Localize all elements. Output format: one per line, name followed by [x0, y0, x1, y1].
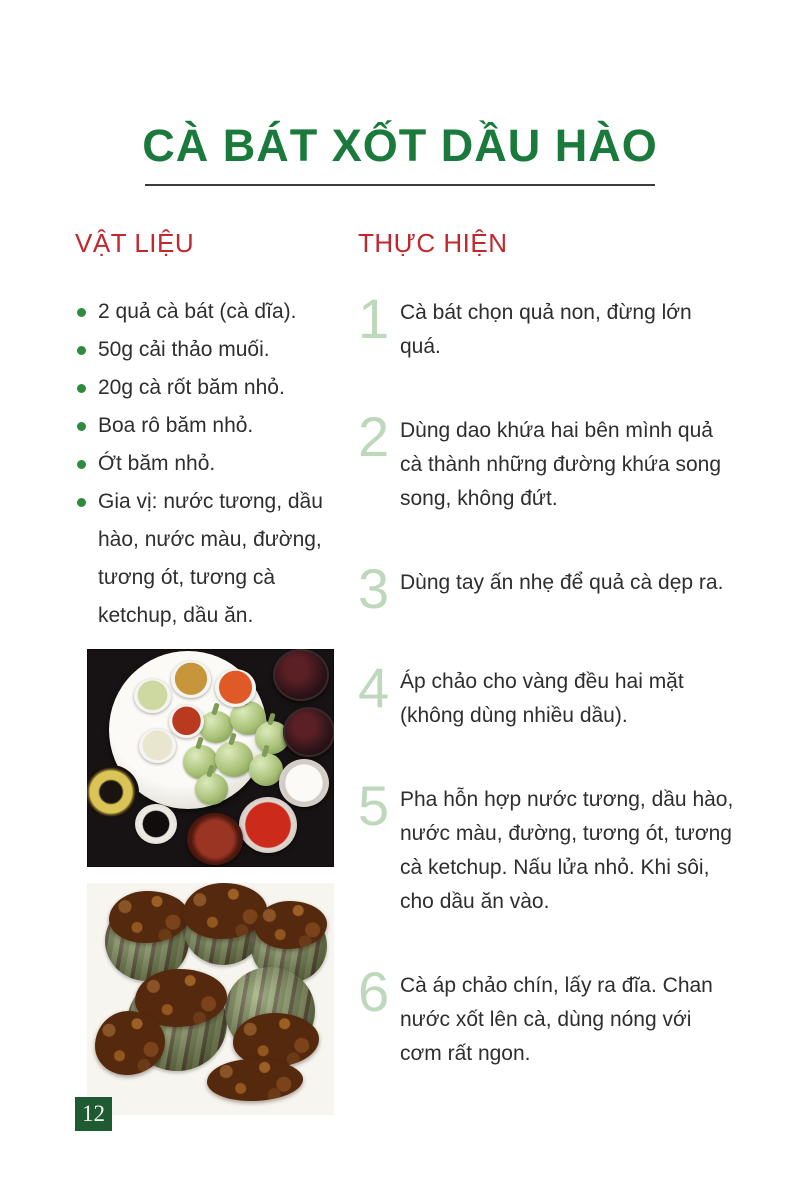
ingredient-text: 2 quả cà bát (cà dĩa). — [98, 300, 297, 323]
ingredient-item — [75, 445, 343, 483]
dark-sauce-bowl — [135, 804, 177, 844]
sauce-puddle — [207, 1059, 303, 1101]
section-steps — [358, 228, 760, 1118]
ingredients-list — [75, 293, 343, 635]
sugar-bowl — [279, 759, 329, 807]
step-number: 5 — [358, 774, 388, 837]
section-ingredients — [75, 228, 343, 1115]
step-text: Dùng dao khứa hai bên mình quả cà thành những đường khứa song song, không đứt. — [400, 419, 721, 510]
step-number: 2 — [358, 405, 388, 468]
step-text: Áp chảo cho vàng đều hai mặt (không dùng nhiều dầu). — [400, 670, 684, 727]
page-number: 12 — [82, 1101, 105, 1126]
step-number: 1 — [358, 287, 388, 350]
chili-sauce-bowl — [169, 705, 204, 738]
ingredient-text: Boa rô băm nhỏ. — [98, 414, 254, 437]
ingredient-item — [75, 331, 343, 369]
ingredients-header: VẬT LIỆU — [75, 228, 195, 258]
step-item — [358, 774, 760, 919]
page-number-badge — [75, 1097, 112, 1131]
soy-sauce-bowl — [273, 649, 329, 701]
step-item — [358, 960, 760, 1071]
step-number: 4 — [358, 656, 388, 719]
eggplant — [195, 773, 228, 805]
eggplant — [215, 741, 253, 777]
oil-dish — [87, 765, 139, 819]
minced-garlic-bowl — [139, 729, 176, 763]
ingredient-text: Ớt băm nhỏ. — [98, 452, 216, 475]
minced-cabbage-bowl — [171, 661, 211, 698]
finished-dish-photo — [87, 883, 334, 1115]
oyster-sauce-bowl — [283, 707, 334, 757]
step-text: Cà áp chảo chín, lấy ra đĩa. Chan nước xốt lên cà, dùng nóng với cơm rất ngon. — [400, 974, 713, 1065]
step-text: Dùng tay ấn nhẹ để quả cà dẹp ra. — [400, 571, 724, 594]
ingredient-item — [75, 293, 343, 331]
ingredient-text: 20g cà rốt băm nhỏ. — [98, 376, 285, 399]
bullet-icon — [77, 498, 86, 507]
eggplant — [249, 753, 283, 786]
step-text: Cà bát chọn quả non, đừng lớn quá. — [400, 301, 692, 358]
bullet-icon — [77, 460, 86, 469]
step-item — [358, 287, 760, 364]
tomato-sauce-bowl — [187, 813, 243, 865]
ingredient-item — [75, 483, 343, 635]
bullet-icon — [77, 346, 86, 355]
minced-carrot-bowl — [215, 669, 256, 707]
step-number: 6 — [358, 960, 388, 1023]
ingredient-item — [75, 407, 343, 445]
step-item — [358, 405, 760, 516]
title-underline — [145, 184, 655, 186]
ingredient-text: Gia vị: nước tương, dầu hào, nước màu, đường, tương ót, tương cà ketchup, dầu ăn. — [98, 490, 323, 627]
step-text: Pha hỗn hợp nước tương, dầu hào, nước màu, đường, tương ót, tương cà ketchup. Nấu lửa nhỏ. Khi sôi, cho dầu ăn vào. — [400, 788, 734, 913]
step-item — [358, 656, 760, 733]
step-item — [358, 557, 760, 620]
ketchup-bowl — [239, 797, 297, 853]
steps-header: THỰC HIỆN — [358, 228, 508, 258]
ingredient-item — [75, 369, 343, 407]
step-number: 3 — [358, 557, 388, 620]
recipe-title: CÀ BÁT XỐT DẦU HÀO — [142, 120, 658, 171]
bullet-icon — [77, 384, 86, 393]
ingredients-photo — [87, 649, 334, 867]
bullet-icon — [77, 308, 86, 317]
ingredient-text: 50g cải thảo muối. — [98, 338, 270, 361]
bullet-icon — [77, 422, 86, 431]
minced-greens-bowl — [134, 679, 171, 713]
eggplant — [199, 711, 233, 743]
